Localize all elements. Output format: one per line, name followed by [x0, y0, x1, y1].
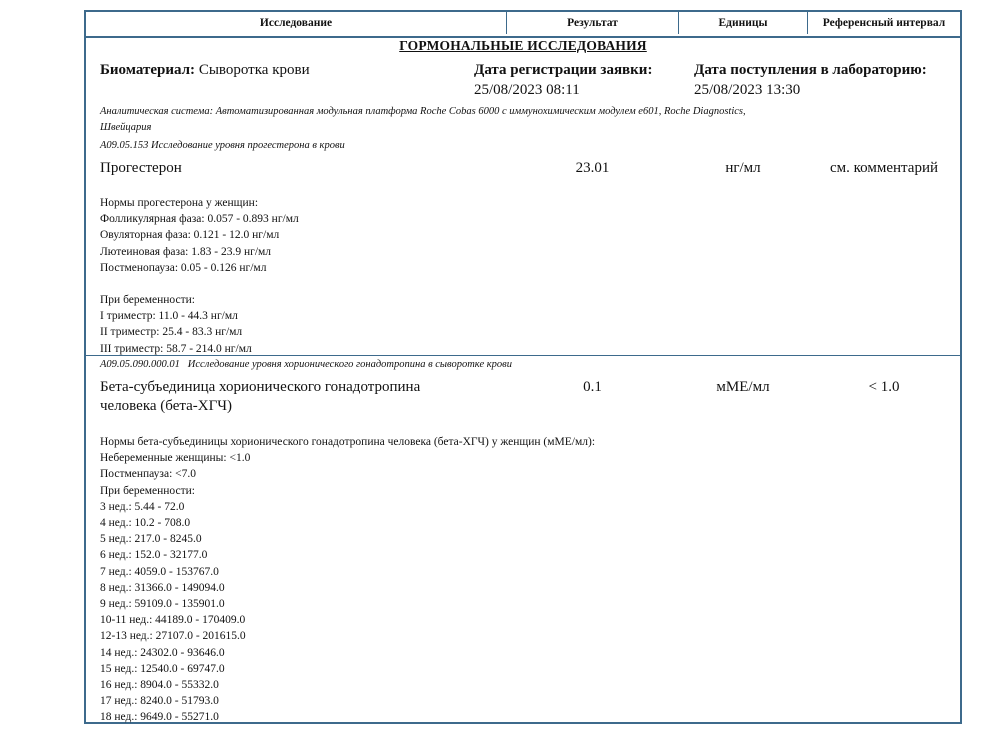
test2-units: мМЕ/мл — [716, 379, 770, 395]
norm-line: 6 нед.: 152.0 - 32177.0 — [100, 549, 208, 562]
norm-line: II триместр: 25.4 - 83.3 нг/мл — [100, 326, 243, 339]
pregnancy-title: При беременности: — [100, 294, 195, 307]
norm-line: 12-13 нед.: 27107.0 - 201615.0 — [100, 630, 246, 643]
norm-line: Постменопауза: 0.05 - 0.126 нг/мл — [100, 261, 267, 274]
norm-line: 8 нед.: 31366.0 - 149094.0 — [100, 581, 225, 594]
biomaterial — [100, 62, 310, 79]
lab-report-table — [84, 10, 962, 724]
registration-date-label: Дата регистрации заявки: — [474, 62, 653, 78]
norm-line: 4 нед.: 10.2 - 708.0 — [100, 517, 191, 530]
norm-line: При беременности: — [100, 484, 195, 497]
table-header — [86, 12, 960, 38]
biomaterial-label: Биоматериал: — [100, 62, 196, 78]
norm-line: Фолликулярная фаза: 0.057 - 0.893 нг/мл — [100, 213, 299, 226]
norm-line: 7 нед.: 4059.0 - 153767.0 — [100, 565, 219, 578]
header-study: Исследование — [259, 17, 333, 29]
test2-name-line2: человека (бета-ХГЧ) — [100, 398, 233, 414]
test2-code — [100, 359, 512, 370]
row-divider — [86, 355, 960, 356]
norm-line: 9 нед.: 59109.0 - 135901.0 — [100, 598, 225, 611]
analytic-system-line2: Швейцария — [100, 122, 152, 133]
norm-line: I триместр: 11.0 - 44.3 нг/мл — [100, 310, 238, 323]
norm-line: 18 нед.: 9649.0 - 55271.0 — [100, 711, 219, 724]
header-result: Результат — [567, 17, 618, 29]
test2-reference: < 1.0 — [868, 379, 900, 395]
test1-reference: см. комментарий — [829, 160, 938, 176]
test2-name-line1: Бета-субъединица хорионического гонадотропина — [100, 379, 421, 395]
analytic-system-line1: Аналитическая система: Автоматизированная модульная платформа Roche Cobas 6000 с иммунохимическим модулем e601, Roche Diagnostics, — [100, 106, 746, 117]
received-date-value: 25/08/2023 13:30 — [694, 82, 801, 98]
section-title: ГОРМОНАЛЬНЫЕ ИССЛЕДОВАНИЯ — [399, 38, 647, 53]
norm-line: Постменпауза: <7.0 — [100, 468, 197, 481]
norm-line: Небеременные женщины: <1.0 — [100, 452, 251, 465]
norms-title: Нормы прогестерона у женщин: — [100, 197, 259, 209]
biomaterial-value: Сыворотка крови — [198, 62, 310, 78]
test1-name: Прогестерон — [100, 160, 182, 176]
received-date-label: Дата поступления в лабораторию: — [694, 62, 927, 78]
test1-units: нг/мл — [725, 160, 761, 176]
norm-line: 17 нед.: 8240.0 - 51793.0 — [100, 695, 219, 708]
test1-result: 23.01 — [575, 160, 610, 176]
test2-code-desc: Исследование уровня хорионического гонадотропина в сыворотке крови — [187, 359, 512, 370]
test2-result: 0.1 — [583, 379, 602, 395]
test2-code-number: A09.05.090.000.01 — [100, 359, 180, 370]
norm-line: III триместр: 58.7 - 214.0 нг/мл — [100, 342, 252, 355]
norms-spacer — [100, 276, 299, 292]
norm-line: 16 нед.: 8904.0 - 55332.0 — [100, 679, 219, 692]
norm-line: 14 нед.: 24302.0 - 93646.0 — [100, 646, 225, 659]
norm-line: Лютеиновая фаза: 1.83 - 23.9 нг/мл — [100, 245, 272, 258]
norm-line: Нормы бета-субъединицы хорионического гонадотропина человека (бета-ХГЧ) у женщин (мМЕ/мл): — [100, 436, 596, 448]
test1-norms — [100, 195, 299, 357]
registration-date-value: 25/08/2023 08:11 — [474, 82, 580, 98]
header-reference: Референсный интервал — [822, 17, 946, 29]
header-units: Единицы — [718, 17, 768, 29]
norm-line: 3 нед.: 5.44 - 72.0 — [100, 500, 185, 513]
norm-line: Овуляторная фаза: 0.121 - 12.0 нг/мл — [100, 229, 280, 242]
test2-norms — [100, 434, 595, 726]
test1-code: A09.05.153 Исследование уровня прогестерона в крови — [100, 140, 345, 151]
norm-line: 5 нед.: 217.0 - 8245.0 — [100, 533, 202, 546]
norm-line: 10-11 нед.: 44189.0 - 170409.0 — [100, 614, 246, 627]
norm-line: 15 нед.: 12540.0 - 69747.0 — [100, 662, 225, 675]
